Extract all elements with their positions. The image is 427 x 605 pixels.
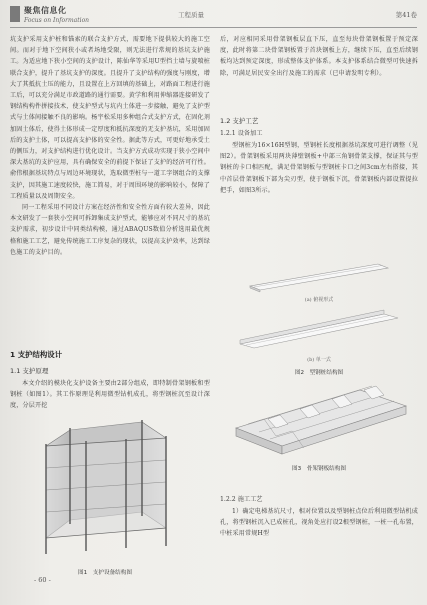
subsection-1-1-text: 本文介绍的模块化支护设备主要由2部分组成，即特制骨架钢板和型钢桩（如图1）。其工作原理是利用微型钻机成孔，将型钢桩沉至设计深度，分层开挖 bbox=[10, 380, 210, 410]
subsection-heading-1-2-1: 1.2.1 设备加工 bbox=[220, 130, 263, 137]
steel-pile-view-a bbox=[244, 258, 394, 294]
right-paragraph-1: 后，对应相同采用骨架钢板层直下压，直至每块骨架钢板置于预定深度，此时将第二块骨架钢板置于首块钢板上方，继续下压，直至后续钢板均达到预定深度，形成整体支护体系。本支护体系结合微型可快速拆除，可满足居民安全出行及施工的需求（已申请发明专利）。 bbox=[220, 36, 418, 77]
header-column-subtitle: Focus on Information bbox=[24, 17, 90, 24]
steel-pile-view-b bbox=[234, 306, 404, 352]
header-journal-name: 工程质量 bbox=[178, 11, 204, 19]
left-paragraph-1: 坑支护采用支护桩和锚索的联合支护方式，需要地下提供较大的施工空间。而对于地下空间狭小或者场地受限，则无法进行常规的基坑支护施工。为适应地下狭小空间的支护设计，陈仙华等采用U型挡土墙与旋喷桩联合支护，提升了基坑支护的深度。且提升了支护结构的强度与刚度，增大了其抵抗土压的能力，且设置在上方回填的基础上，对路面工程进行施工后，可以充分满足市政道路的通行需要。黄学和利用伸缩器连接研发了钢结构构件拼接技术，使支护型式与坑内土体进一步接触，避免了支护型式与土体间接触不良的影响。杨宇松采用多种组合式支护方式，在固化剂加固土体后，使得土体形成一定厚度和抵抗深度的无支护基坑，采用加固后的支护土体，可以提高支护体的安全性。据此等方式，可更好地承受土的侧压力，对支护结构进行优化设计。当支护方式成功实现于狭小空间中深大基坑的支护应用，具有确保安全的前提下保证了支护的经济可行性。俞伟根据基坑特点与周边环境现状，选取微型桩与一道工字钢组合的支撑支护，因其施工速度较快，施工简易，对于周围环境的影响较小，保障了工程质量以及周期安全。 bbox=[10, 36, 210, 200]
section-heading: 1 支护结构设计 bbox=[10, 350, 63, 359]
subsection-heading-1-1: 1.1 支护原理 bbox=[10, 367, 49, 375]
figure-2b bbox=[234, 306, 404, 352]
figure-2-caption: 图2 型钢桩结构图 bbox=[294, 370, 344, 376]
support-structure-illustration bbox=[30, 416, 180, 560]
left-column bbox=[10, 34, 210, 258]
page-header bbox=[10, 4, 417, 28]
left-paragraph-2: 同一工程采用不同设计方案在经济性和安全性方面有较大差异，因此本文研发了一套狭小空间可拆卸集成支护型式，能够应对不同尺寸的基坑支护需求，初步设计中同类结构模，通过ABAQUS数值分析选用最优规格和施工工艺，避免传统施工工序复杂的现状，以提高支护效率，达到绿色施工的支护目的。 bbox=[10, 204, 210, 256]
header-volume: 第41卷 bbox=[395, 11, 417, 19]
figure-3 bbox=[228, 384, 414, 460]
page-number: - 60 - bbox=[34, 576, 51, 584]
figure-1-caption: 图1 支护设备结构图 bbox=[78, 570, 132, 576]
subsection-heading-1-2: 1.2 支护工艺 bbox=[220, 117, 259, 125]
header-column-title: 聚焦信息化 bbox=[24, 5, 67, 15]
subsection-1-2-2-text: 1）确定电梯基坑尺寸，相对位置以及型钢桩点位后利用微型钻机成孔，将型钢桩沉入已成桩孔，视角处应打设2根型钢桩，一桩一孔布置，中桩采用常规H型 bbox=[220, 508, 418, 538]
figure-2b-subcaption: (b) 单一式 bbox=[307, 357, 331, 363]
journal-logo-icon bbox=[10, 6, 20, 22]
figure-2a-subcaption: (a) 俯视形式 bbox=[304, 297, 334, 303]
subsection-heading-1-2-2: 1.2.2 施工工艺 bbox=[220, 496, 263, 503]
skeleton-steel-plate-illustration bbox=[228, 384, 414, 460]
figure-1 bbox=[30, 416, 180, 560]
figure-2a bbox=[244, 258, 394, 294]
figure-3-caption: 图3 骨架钢板结构图 bbox=[292, 466, 346, 472]
right-column bbox=[220, 34, 418, 79]
subsection-1-2-1-text: 型钢桩为16×16H型钢，型钢桩长度根据基坑深度可进行调整（见图2）。骨架钢板采用两块薄壁钢板+中部三角钢骨架支撑，保证其与型钢桩的卡口相匹配，满足骨架钢板与型钢桩卡口之间3cm左右搭接，其中首层骨架钢板下部为尖刃型，使于钢板下沉，骨架钢板内部设置提拉把手，如图3所示。 bbox=[220, 142, 418, 194]
